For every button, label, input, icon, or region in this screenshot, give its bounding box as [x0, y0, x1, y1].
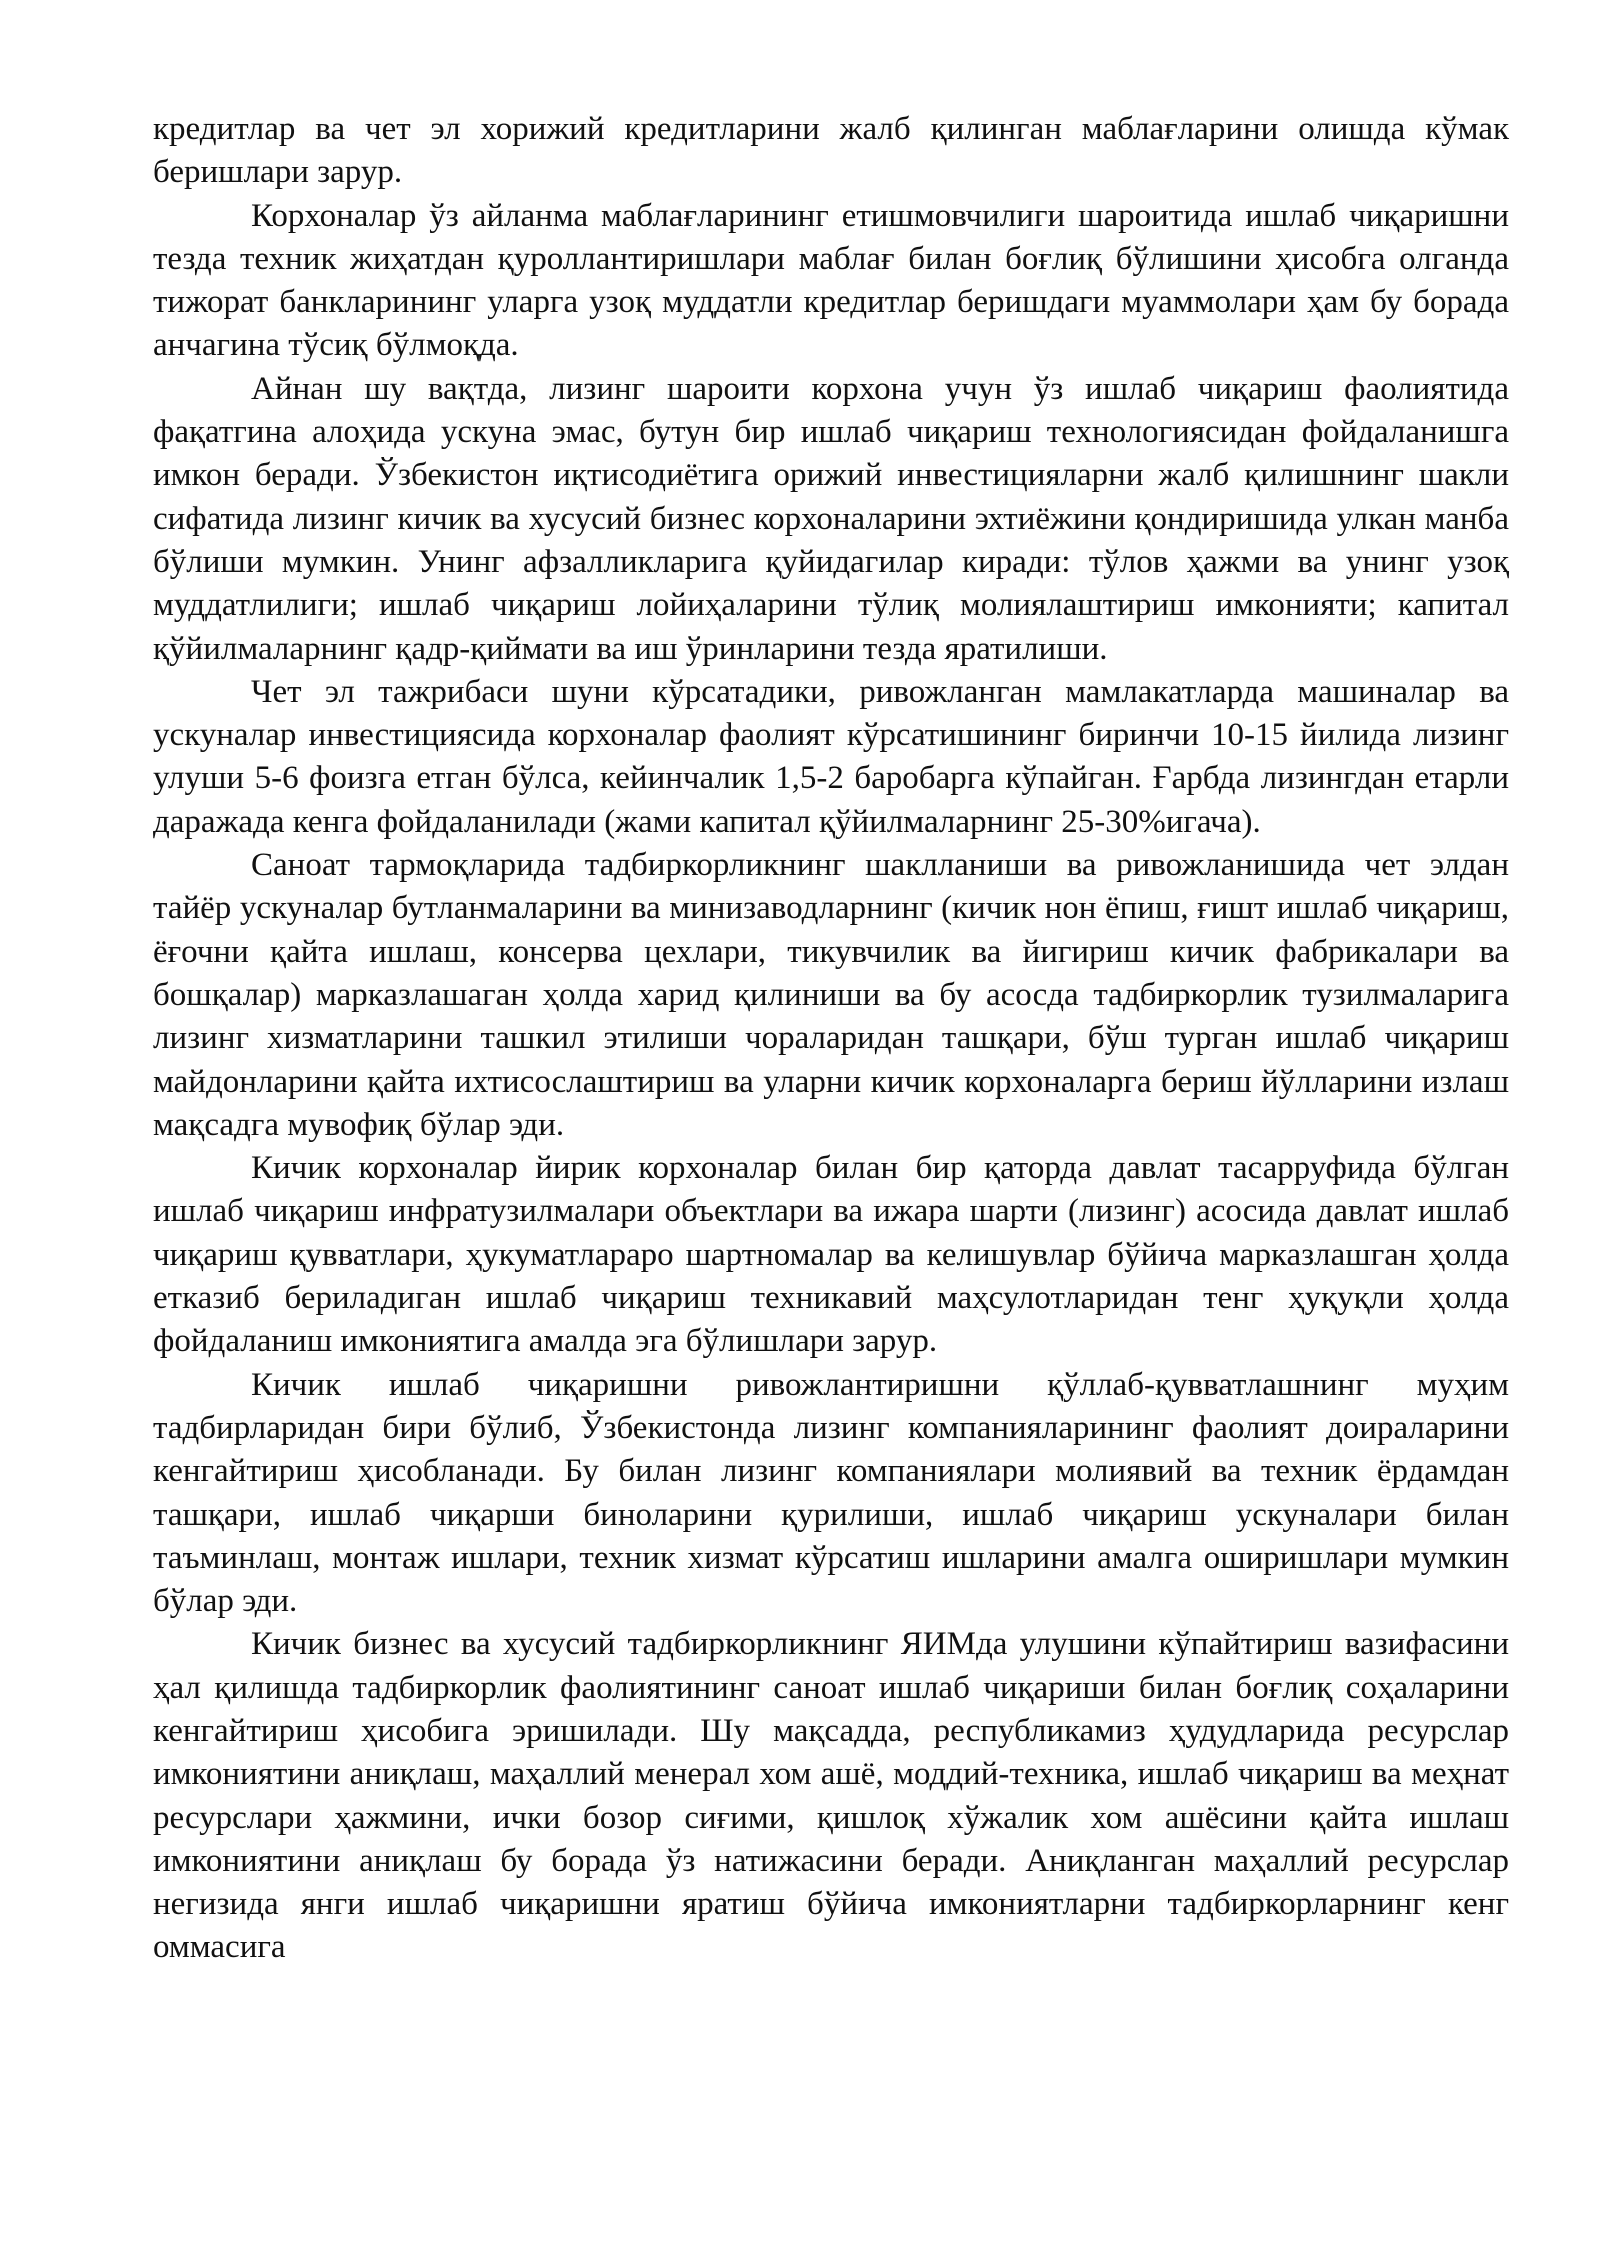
paragraph-5: Саноат тармоқларида тадбиркорликнинг шаклланиши ва ривожланишида чет элдан тайёр ускуналар бутланмаларини ва минизаводларнинг (кичик нон ёпиш, ғишт ишлаб чиқариш, ёғочни қайта ишлаш, консерва цехлари, тикувчилик ва йигириш кичик фабрикалари ва бошқалар) марказлашаган ҳолда харид қилиниши ва бу асосда тадбиркорлик тузилмаларига лизинг хизматларини ташкил этилиши чораларидан ташқари, бўш турган ишлаб чиқариш майдонларини қайта ихтисослаштириш ва уларни кичик корхоналарга бериш йўлларини излаш мақсадга мувофиқ бўлар эди. — [153, 847, 1509, 1143]
document-page — [153, 108, 1509, 1970]
paragraph-1: кредитлар ва чет эл хорижий кредитларини жалб қилинган маблағларини олишда кўмак беришлари зарур. — [153, 111, 1509, 191]
paragraph-7: Кичик ишлаб чиқаришни ривожлантиришни қўллаб-қувватлашнинг муҳим тадбирларидан бири бўлиб, Ўзбекистонда лизинг компанияларининг фаолият доираларини кенгайтириш ҳисобланади. Бу билан лизинг компаниялари молиявий ва техник ёрдамдан ташқари, ишлаб чиқарши биноларини қурилиши, ишлаб чиқариш ускуналари билан таъминлаш, монтаж ишлари, техник хизмат кўрсатиш ишларини амалга оширишлари мумкин бўлар эди. — [153, 1366, 1509, 1620]
paragraph-3: Айнан шу вақтда, лизинг шароити корхона учун ўз ишлаб чиқариш фаолиятида фақатгина алоҳида ускуна эмас, бутун бир ишлаб чиқариш технологиясидан фойдаланишга имкон беради. Ўзбекистон иқтисодиётига орижий инвестицияларни жалб қилишнинг шакли сифатида лизинг кичик ва хусусий бизнес корхоналарини эхтиёжини қондиришида улкан манба бўлиши мумкин. Унинг афзалликларига қуйидагилар киради: тўлов ҳажми ва унинг узоқ муддатлилиги; ишлаб чиқариш лойиҳаларини тўлиқ молиялаштириш имконияти; капитал қўйилмаларнинг қадр-қиймати ва иш ўринларини тезда яратилиши. — [153, 370, 1509, 667]
paragraph-6: Кичик корхоналар йирик корхоналар билан бир қаторда давлат тасарруфида бўлган ишлаб чиқариш инфратузилмалари объектлари ва ижара шарти (лизинг) асосида давлат ишлаб чиқариш қувватлари, ҳукуматлараро шартномалар ва келишувлар бўйича марказлашган ҳолда етказиб бериладиган ишлаб чиқариш техникавий маҳсулотларидан тенг ҳуқуқли ҳолда фойдаланиш имкониятига амалда эга бўлишлари зарур. — [153, 1150, 1509, 1360]
paragraph-8: Кичик бизнес ва хусусий тадбиркорликнинг ЯИМда улушини кўпайтириш вазифасини ҳал қилишда тадбиркорлик фаолиятининг саноат ишлаб чиқариши билан боғлиқ соҳаларини кенгайтириш ҳисобига эришилади. Шу мақсадда, республикамиз ҳудудларида ресурслар имкониятини аниқлаш, маҳаллий менерал хом ашё, моддий-техника, ишлаб чиқариш ва меҳнат ресурслари ҳажмини, ички бозор сиғими, қишлоқ хўжалик хом ашёсини қайта ишлаш имкониятини аниқлаш бу борада ўз натижасини беради. Аниқланган маҳаллий ресурслар негизида янги ишлаб чиқаришни яратиш бўйича имкониятларни тадбиркорларнинг кенг оммасига — [153, 1626, 1509, 1966]
paragraph-2: Корхоналар ўз айланма маблағларининг етишмовчилиги шароитида ишлаб чиқаришни тезда техник жиҳатдан қуроллантиришлари маблағ билан боғлиқ бўлишини ҳисобга олганда тижорат банкларининг уларга узоқ муддатли кредитлар беришдаги муаммолари ҳам бу борада анчагина тўсиқ бўлмоқда. — [153, 197, 1509, 364]
paragraph-4: Чет эл тажрибаси шуни кўрсатадики, ривожланган мамлакатларда машиналар ва ускуналар инвестициясида корхоналар фаолият кўрсатишининг биринчи 10-15 йилида лизинг улуши 5-6 фоизга етган бўлса, кейинчалик 1,5-2 баробарга кўпайган. Ғарбда лизингдан етарли даражада кенга фойдаланилади (жами капитал қўйилмаларнинг 25-30%игача). — [153, 673, 1509, 840]
